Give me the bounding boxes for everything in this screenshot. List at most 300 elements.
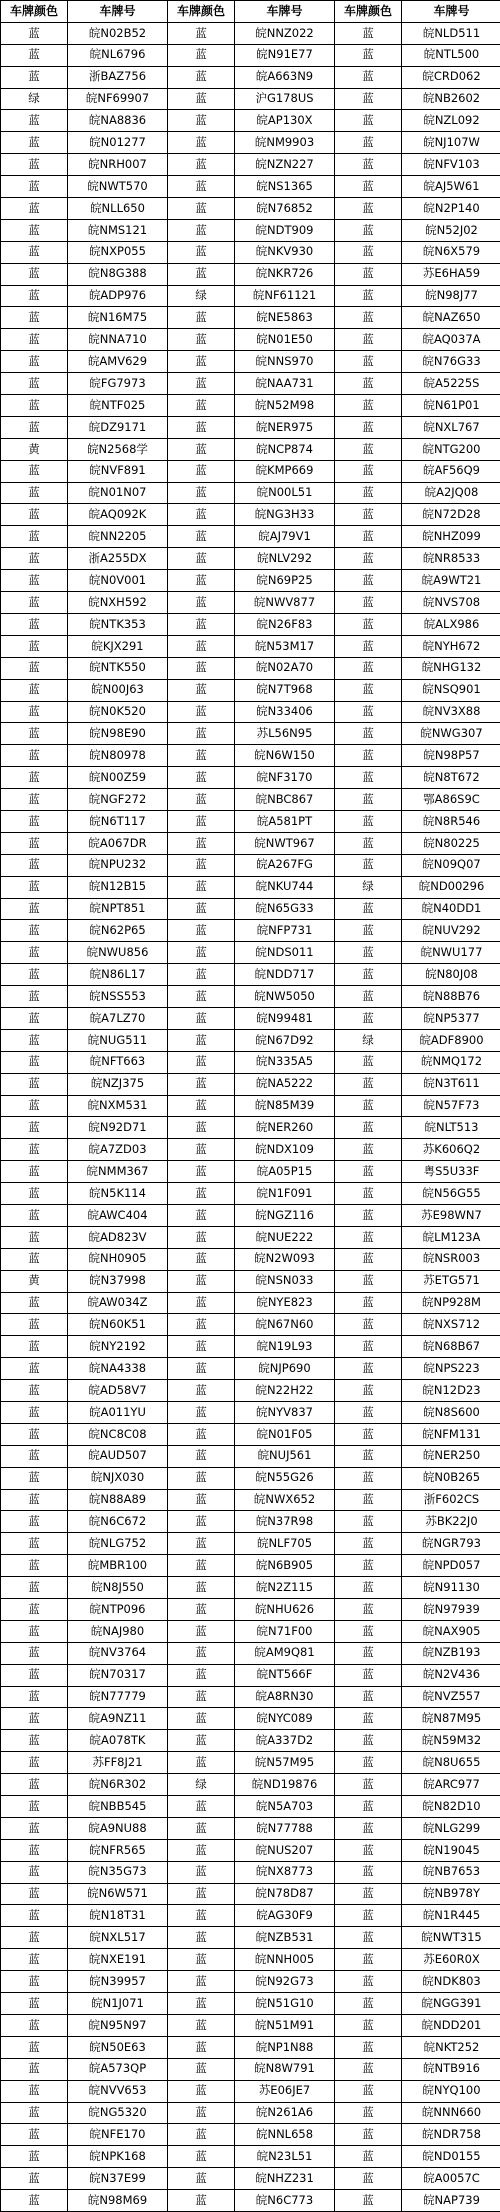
plate-number-cell: 皖NDT909 xyxy=(235,219,335,241)
table-row xyxy=(1,1708,500,1730)
plate-color-cell: 蓝 xyxy=(1,395,68,417)
plate-number-cell: 皖NGG391 xyxy=(402,1993,500,2015)
plate-number-cell: 皖N56G55 xyxy=(402,1183,500,1205)
table-row xyxy=(1,570,500,592)
plate-number-cell: 皖N98M69 xyxy=(68,2190,168,2212)
plate-color-cell: 蓝 xyxy=(168,241,235,263)
table-row xyxy=(1,2102,500,2124)
plate-number-cell: 皖A05P15 xyxy=(235,1161,335,1183)
plate-number-cell: 苏ETG571 xyxy=(402,1270,500,1292)
plate-number-cell: 皖NHZ099 xyxy=(402,526,500,548)
plate-color-cell: 蓝 xyxy=(335,767,402,789)
plate-color-cell: 蓝 xyxy=(1,592,68,614)
plate-number-cell: 皖NLG299 xyxy=(402,1817,500,1839)
plate-color-cell: 蓝 xyxy=(335,810,402,832)
plate-number-cell: 皖NCP874 xyxy=(235,438,335,460)
plate-color-cell: 蓝 xyxy=(335,679,402,701)
table-row xyxy=(1,854,500,876)
plate-number-cell: 皖NG5320 xyxy=(68,2102,168,2124)
plate-number-cell: 皖N1F091 xyxy=(235,1183,335,1205)
plate-number-cell: 皖NPD057 xyxy=(402,1555,500,1577)
plate-color-cell: 蓝 xyxy=(335,1796,402,1818)
plate-color-cell: 蓝 xyxy=(168,964,235,986)
plate-number-cell: 皖NHG132 xyxy=(402,657,500,679)
plate-number-cell: 皖N26F83 xyxy=(235,613,335,635)
plate-number-cell: 皖NJP690 xyxy=(235,1358,335,1380)
plate-color-cell: 蓝 xyxy=(335,460,402,482)
table-row xyxy=(1,986,500,1008)
plate-number-cell: 皖NTF025 xyxy=(68,395,168,417)
plate-number-cell: 皖A8RN30 xyxy=(235,1686,335,1708)
plate-color-cell: 蓝 xyxy=(335,548,402,570)
plate-color-cell: 蓝 xyxy=(335,1051,402,1073)
header-plate-number-3: 车牌号 xyxy=(402,1,500,23)
plate-number-cell: 皖NB978Y xyxy=(402,1883,500,1905)
table-row xyxy=(1,657,500,679)
plate-number-cell: 皖N8T672 xyxy=(402,767,500,789)
plate-number-cell: 皖NX8773 xyxy=(235,1861,335,1883)
plate-number-cell: 皖NGR793 xyxy=(402,1533,500,1555)
table-row xyxy=(1,1292,500,1314)
plate-number-cell: 皖N2P140 xyxy=(402,198,500,220)
plate-number-cell: 皖N76852 xyxy=(235,198,335,220)
plate-number-cell: 皖NHZ231 xyxy=(235,2168,335,2190)
table-row xyxy=(1,2014,500,2036)
plate-number-cell: 皖NZN227 xyxy=(235,154,335,176)
plate-color-cell: 蓝 xyxy=(168,1577,235,1599)
table-row xyxy=(1,438,500,460)
plate-number-cell: 皖ND0155 xyxy=(402,2146,500,2168)
plate-number-cell: 皖N5A703 xyxy=(235,1796,335,1818)
table-row xyxy=(1,1402,500,1424)
table-row xyxy=(1,1007,500,1029)
plate-color-cell: 蓝 xyxy=(1,2124,68,2146)
table-row xyxy=(1,1949,500,1971)
plate-color-cell: 蓝 xyxy=(1,723,68,745)
plate-number-cell: 皖N01N07 xyxy=(68,482,168,504)
plate-color-cell: 蓝 xyxy=(335,241,402,263)
plate-number-cell: 皖N12B15 xyxy=(68,876,168,898)
plate-number-cell: 苏E60R0X xyxy=(402,1949,500,1971)
plate-color-cell: 蓝 xyxy=(1,2036,68,2058)
plate-color-cell: 蓝 xyxy=(168,1489,235,1511)
plate-number-cell: 皖NXL517 xyxy=(68,1927,168,1949)
plate-color-cell: 蓝 xyxy=(335,1204,402,1226)
plate-color-cell: 蓝 xyxy=(1,2168,68,2190)
plate-color-cell: 蓝 xyxy=(168,1314,235,1336)
table-row xyxy=(1,2168,500,2190)
table-row xyxy=(1,635,500,657)
table-row xyxy=(1,2058,500,2080)
plate-number-cell: 皖NFM131 xyxy=(402,1423,500,1445)
plate-color-cell: 蓝 xyxy=(1,416,68,438)
plate-number-cell: 皖N72D28 xyxy=(402,504,500,526)
plate-number-cell: 皖N2568学 xyxy=(68,438,168,460)
plate-number-cell: 皖NXL767 xyxy=(402,416,500,438)
plate-color-cell: 蓝 xyxy=(335,1839,402,1861)
plate-color-cell: 蓝 xyxy=(168,88,235,110)
plate-number-cell: 皖N98E90 xyxy=(68,723,168,745)
plate-number-cell: 皖N57F73 xyxy=(402,1095,500,1117)
plate-color-cell: 蓝 xyxy=(335,1402,402,1424)
table-row xyxy=(1,504,500,526)
plate-color-cell: 蓝 xyxy=(1,1993,68,2015)
plate-color-cell: 蓝 xyxy=(168,986,235,1008)
plate-number-cell: 皖N6X579 xyxy=(402,241,500,263)
plate-number-cell: 皖NTB916 xyxy=(402,2058,500,2080)
plate-number-cell: 皖NZJ375 xyxy=(68,1073,168,1095)
plate-color-cell: 蓝 xyxy=(335,1927,402,1949)
table-row xyxy=(1,263,500,285)
header-plate-color-1: 车牌颜色 xyxy=(1,1,68,23)
plate-color-cell: 蓝 xyxy=(1,1620,68,1642)
plate-color-cell: 蓝 xyxy=(168,1007,235,1029)
table-body xyxy=(1,22,500,2211)
table-row xyxy=(1,1905,500,1927)
plate-color-cell: 蓝 xyxy=(168,1839,235,1861)
plate-number-cell: 皖KJX291 xyxy=(68,635,168,657)
plate-color-cell: 蓝 xyxy=(1,789,68,811)
plate-number-cell: 皖N37998 xyxy=(68,1270,168,1292)
plate-number-cell: 皖NNL658 xyxy=(235,2124,335,2146)
plate-number-cell: 皖NGZ116 xyxy=(235,1204,335,1226)
plate-number-cell: 皖NA5222 xyxy=(235,1073,335,1095)
plate-number-cell: 皖N71F00 xyxy=(235,1620,335,1642)
plate-color-cell: 蓝 xyxy=(168,198,235,220)
plate-number-cell: 皖N7T968 xyxy=(235,679,335,701)
plate-color-cell: 蓝 xyxy=(1,1051,68,1073)
plate-color-cell: 蓝 xyxy=(168,613,235,635)
plate-number-cell: 皖NPU232 xyxy=(68,854,168,876)
plate-number-cell: 苏E98WN7 xyxy=(402,1204,500,1226)
plate-number-cell: 皖NDS011 xyxy=(235,942,335,964)
plate-number-cell: 皖N65G33 xyxy=(235,898,335,920)
plate-color-cell: 蓝 xyxy=(168,351,235,373)
plate-color-cell: 蓝 xyxy=(335,1511,402,1533)
plate-number-cell: 皖NW5050 xyxy=(235,986,335,1008)
plate-color-cell: 蓝 xyxy=(1,1664,68,1686)
plate-color-cell: 蓝 xyxy=(335,570,402,592)
plate-number-cell: 皖AP130X xyxy=(235,110,335,132)
plate-number-cell: 皖N09Q07 xyxy=(402,854,500,876)
plate-color-cell: 蓝 xyxy=(1,920,68,942)
plate-number-cell: 皖AD58V7 xyxy=(68,1380,168,1402)
plate-color-cell: 蓝 xyxy=(1,198,68,220)
plate-color-cell: 蓝 xyxy=(1,1839,68,1861)
plate-number-cell: 皖NZL092 xyxy=(402,110,500,132)
plate-color-cell: 蓝 xyxy=(168,1599,235,1621)
plate-number-cell: 皖AQ092K xyxy=(68,504,168,526)
plate-number-cell: 皖N52M98 xyxy=(235,395,335,417)
plate-number-cell: 皖ND00296 xyxy=(402,876,500,898)
plate-number-cell: 皖NDD201 xyxy=(402,2014,500,2036)
plate-color-cell: 蓝 xyxy=(1,1314,68,1336)
table-row xyxy=(1,395,500,417)
plate-number-cell: 皖NTK550 xyxy=(68,657,168,679)
plate-color-cell: 蓝 xyxy=(335,1117,402,1139)
plate-number-cell: 皖N82D10 xyxy=(402,1796,500,1818)
plate-color-cell: 蓝 xyxy=(335,1993,402,2015)
plate-number-cell: 皖NUV292 xyxy=(402,920,500,942)
plate-number-cell: 皖A011YU xyxy=(68,1402,168,1424)
table-row xyxy=(1,898,500,920)
plate-color-cell: 黄 xyxy=(1,438,68,460)
plate-number-cell: 皖FG7973 xyxy=(68,373,168,395)
plate-number-cell: 皖NXS712 xyxy=(402,1314,500,1336)
plate-number-cell: 皖N6T117 xyxy=(68,810,168,832)
plate-number-cell: 皖AG30F9 xyxy=(235,1905,335,1927)
table-row xyxy=(1,964,500,986)
plate-color-cell: 蓝 xyxy=(1,219,68,241)
plate-color-cell: 蓝 xyxy=(1,701,68,723)
plate-number-cell: 皖NBC867 xyxy=(235,789,335,811)
plate-number-cell: 皖NYC089 xyxy=(235,1708,335,1730)
table-row xyxy=(1,1664,500,1686)
table-row xyxy=(1,1752,500,1774)
plate-number-cell: 皖N61P01 xyxy=(402,395,500,417)
plate-number-cell: 皖A267FG xyxy=(235,854,335,876)
plate-number-cell: 皖N92D71 xyxy=(68,1117,168,1139)
plate-number-cell: 皖ND19876 xyxy=(235,1774,335,1796)
plate-color-cell: 蓝 xyxy=(1,657,68,679)
plate-number-cell: 皖NYH672 xyxy=(402,635,500,657)
plate-color-cell: 蓝 xyxy=(335,395,402,417)
plate-color-cell: 蓝 xyxy=(168,1183,235,1205)
plate-number-cell: 皖NT566F xyxy=(235,1664,335,1686)
plate-color-cell: 蓝 xyxy=(335,154,402,176)
plate-color-cell: 蓝 xyxy=(168,1883,235,1905)
plate-number-cell: 皖NWV877 xyxy=(235,592,335,614)
plate-color-cell: 蓝 xyxy=(168,767,235,789)
plate-color-cell: 蓝 xyxy=(168,1358,235,1380)
plate-color-cell: 蓝 xyxy=(335,2036,402,2058)
plate-color-cell: 蓝 xyxy=(168,1817,235,1839)
plate-number-cell: 皖NUS207 xyxy=(235,1839,335,1861)
plate-number-cell: 皖KMP669 xyxy=(235,460,335,482)
table-row xyxy=(1,1314,500,1336)
plate-number-cell: 皖AF56Q9 xyxy=(402,460,500,482)
plate-color-cell: 蓝 xyxy=(168,1511,235,1533)
table-row xyxy=(1,2124,500,2146)
plate-color-cell: 蓝 xyxy=(168,1905,235,1927)
plate-color-cell: 绿 xyxy=(1,88,68,110)
table-row xyxy=(1,1620,500,1642)
plate-color-cell: 蓝 xyxy=(335,482,402,504)
plate-number-cell: 皖ADP976 xyxy=(68,285,168,307)
plate-number-cell: 皖NVV653 xyxy=(68,2080,168,2102)
plate-number-cell: 皖AMV629 xyxy=(68,351,168,373)
plate-number-cell: 皖N01F05 xyxy=(235,1423,335,1445)
plate-number-cell: 皖NMQ172 xyxy=(402,1051,500,1073)
plate-color-cell: 蓝 xyxy=(1,263,68,285)
plate-number-cell: 皖N12D23 xyxy=(402,1380,500,1402)
plate-color-cell: 蓝 xyxy=(1,373,68,395)
plate-color-cell: 蓝 xyxy=(1,745,68,767)
plate-color-cell: 蓝 xyxy=(1,482,68,504)
plate-color-cell: 蓝 xyxy=(1,2080,68,2102)
plate-number-cell: 皖NWT315 xyxy=(402,1927,500,1949)
plate-color-cell: 蓝 xyxy=(335,44,402,66)
plate-color-cell: 蓝 xyxy=(168,1248,235,1270)
plate-color-cell: 蓝 xyxy=(1,635,68,657)
table-row xyxy=(1,1577,500,1599)
plate-number-cell: 皖NAA731 xyxy=(235,373,335,395)
plate-number-cell: 皖NV3X88 xyxy=(402,701,500,723)
plate-color-cell: 蓝 xyxy=(1,1007,68,1029)
table-row xyxy=(1,1817,500,1839)
plate-color-cell: 蓝 xyxy=(335,723,402,745)
plate-color-cell: 蓝 xyxy=(335,1533,402,1555)
table-row xyxy=(1,1599,500,1621)
plate-number-cell: 皖NWX652 xyxy=(235,1489,335,1511)
plate-color-cell: 蓝 xyxy=(168,329,235,351)
plate-color-cell: 蓝 xyxy=(1,1861,68,1883)
plate-color-cell: 蓝 xyxy=(335,88,402,110)
table-row xyxy=(1,592,500,614)
plate-number-cell: 皖NFE170 xyxy=(68,2124,168,2146)
plate-number-cell: 皖NUG511 xyxy=(68,1029,168,1051)
table-row xyxy=(1,373,500,395)
plate-number-cell: 皖NWU856 xyxy=(68,942,168,964)
plate-color-cell: 蓝 xyxy=(168,66,235,88)
plate-color-cell: 蓝 xyxy=(168,44,235,66)
plate-color-cell: 蓝 xyxy=(1,460,68,482)
plate-number-cell: 皖N6W150 xyxy=(235,745,335,767)
plate-color-cell: 蓝 xyxy=(1,1796,68,1818)
plate-number-cell: 皖N98J77 xyxy=(402,285,500,307)
plate-color-cell: 蓝 xyxy=(168,438,235,460)
plate-number-cell: 皖N80225 xyxy=(402,832,500,854)
header-plate-number-1: 车牌号 xyxy=(68,1,168,23)
plate-color-cell: 蓝 xyxy=(335,1774,402,1796)
plate-number-cell: 皖NSR003 xyxy=(402,1248,500,1270)
plate-color-cell: 蓝 xyxy=(168,745,235,767)
table-row xyxy=(1,613,500,635)
plate-color-cell: 蓝 xyxy=(335,22,402,44)
plate-number-cell: 皖NH0905 xyxy=(68,1248,168,1270)
table-row xyxy=(1,1248,500,1270)
plate-number-cell: 皖A581PT xyxy=(235,810,335,832)
plate-number-cell: 皖NXH592 xyxy=(68,592,168,614)
plate-color-cell: 蓝 xyxy=(1,1905,68,1927)
plate-number-cell: 皖NKV930 xyxy=(235,241,335,263)
plate-number-cell: 皖NUJ561 xyxy=(235,1445,335,1467)
plate-color-cell: 蓝 xyxy=(168,1161,235,1183)
plate-number-cell: 皖N99481 xyxy=(235,1007,335,1029)
plate-number-cell: 皖NG3H33 xyxy=(235,504,335,526)
plate-number-cell: 皖NAP739 xyxy=(402,2190,500,2212)
plate-color-cell: 蓝 xyxy=(168,110,235,132)
plate-number-cell: 皖NTG200 xyxy=(402,438,500,460)
plate-color-cell: 蓝 xyxy=(335,2014,402,2036)
plate-number-cell: 皖N6C773 xyxy=(235,2190,335,2212)
plate-color-cell: 蓝 xyxy=(335,2168,402,2190)
plate-color-cell: 蓝 xyxy=(168,920,235,942)
plate-color-cell: 蓝 xyxy=(335,1817,402,1839)
plate-number-cell: 皖NKT252 xyxy=(402,2036,500,2058)
plate-color-cell: 蓝 xyxy=(335,1949,402,1971)
plate-number-cell: 皖NYV837 xyxy=(235,1402,335,1424)
table-row xyxy=(1,942,500,964)
plate-color-cell: 蓝 xyxy=(168,2190,235,2212)
plate-number-cell: 皖A067DR xyxy=(68,832,168,854)
table-row xyxy=(1,1883,500,1905)
plate-color-cell: 蓝 xyxy=(335,657,402,679)
plate-color-cell: 蓝 xyxy=(1,2190,68,2212)
plate-number-cell: 苏E06JE7 xyxy=(235,2080,335,2102)
plate-color-cell: 蓝 xyxy=(168,1095,235,1117)
plate-number-cell: 皖NHU626 xyxy=(235,1599,335,1621)
plate-color-cell: 蓝 xyxy=(335,416,402,438)
plate-color-cell: 蓝 xyxy=(1,1029,68,1051)
plate-number-cell: 皖NM9903 xyxy=(235,132,335,154)
plate-color-cell: 蓝 xyxy=(1,1642,68,1664)
plate-number-cell: 苏BK22J0 xyxy=(402,1511,500,1533)
plate-number-cell: 皖NKU744 xyxy=(235,876,335,898)
plate-color-cell: 蓝 xyxy=(335,1358,402,1380)
plate-color-cell: 蓝 xyxy=(1,854,68,876)
plate-color-cell: 蓝 xyxy=(1,1073,68,1095)
plate-color-cell: 蓝 xyxy=(1,876,68,898)
plate-number-cell: 皖NDX109 xyxy=(235,1139,335,1161)
plate-color-cell: 蓝 xyxy=(335,66,402,88)
plate-color-cell: 绿 xyxy=(168,285,235,307)
plate-number-cell: 浙BAZ756 xyxy=(68,66,168,88)
table-row xyxy=(1,1380,500,1402)
plate-number-cell: 皖N77779 xyxy=(68,1686,168,1708)
plate-number-cell: 皖N261A6 xyxy=(235,2102,335,2124)
plate-number-cell: 皖N2V436 xyxy=(402,1664,500,1686)
plate-color-cell: 蓝 xyxy=(335,920,402,942)
plate-color-cell: 蓝 xyxy=(1,964,68,986)
plate-number-cell: 鄂A86S9C xyxy=(402,789,500,811)
plate-number-cell: 皖N50E63 xyxy=(68,2036,168,2058)
plate-number-cell: 皖A573QP xyxy=(68,2058,168,2080)
plate-color-cell: 蓝 xyxy=(168,1730,235,1752)
plate-color-cell: 蓝 xyxy=(168,701,235,723)
plate-number-cell: 皖NYQ100 xyxy=(402,2080,500,2102)
table-row xyxy=(1,1117,500,1139)
plate-color-cell: 蓝 xyxy=(1,1752,68,1774)
plate-number-cell: 皖NTP096 xyxy=(68,1599,168,1621)
plate-number-cell: 皖NV3764 xyxy=(68,1642,168,1664)
plate-number-cell: 皖N18T31 xyxy=(68,1905,168,1927)
plate-color-cell: 蓝 xyxy=(1,1686,68,1708)
plate-color-cell: 蓝 xyxy=(335,2058,402,2080)
plate-color-cell: 蓝 xyxy=(335,1007,402,1029)
plate-number-cell: 皖A337D2 xyxy=(235,1730,335,1752)
plate-number-cell: 苏L56N95 xyxy=(235,723,335,745)
plate-color-cell: 蓝 xyxy=(1,1817,68,1839)
table-row xyxy=(1,219,500,241)
plate-number-cell: 皖NPT851 xyxy=(68,898,168,920)
table-row xyxy=(1,1445,500,1467)
table-row xyxy=(1,1029,500,1051)
plate-color-cell: 蓝 xyxy=(335,132,402,154)
plate-color-cell: 蓝 xyxy=(1,1445,68,1467)
plate-number-cell: 皖AD823V xyxy=(68,1226,168,1248)
plate-color-cell: 蓝 xyxy=(168,1533,235,1555)
plate-number-cell: 皖NP928M xyxy=(402,1292,500,1314)
table-row xyxy=(1,1358,500,1380)
plate-color-cell: 绿 xyxy=(335,876,402,898)
plate-color-cell: 蓝 xyxy=(1,329,68,351)
table-row xyxy=(1,44,500,66)
plate-number-cell: 皖NFP731 xyxy=(235,920,335,942)
plate-number-cell: 皖NE5863 xyxy=(235,307,335,329)
plate-color-cell: 蓝 xyxy=(168,1949,235,1971)
plate-color-cell: 蓝 xyxy=(168,504,235,526)
